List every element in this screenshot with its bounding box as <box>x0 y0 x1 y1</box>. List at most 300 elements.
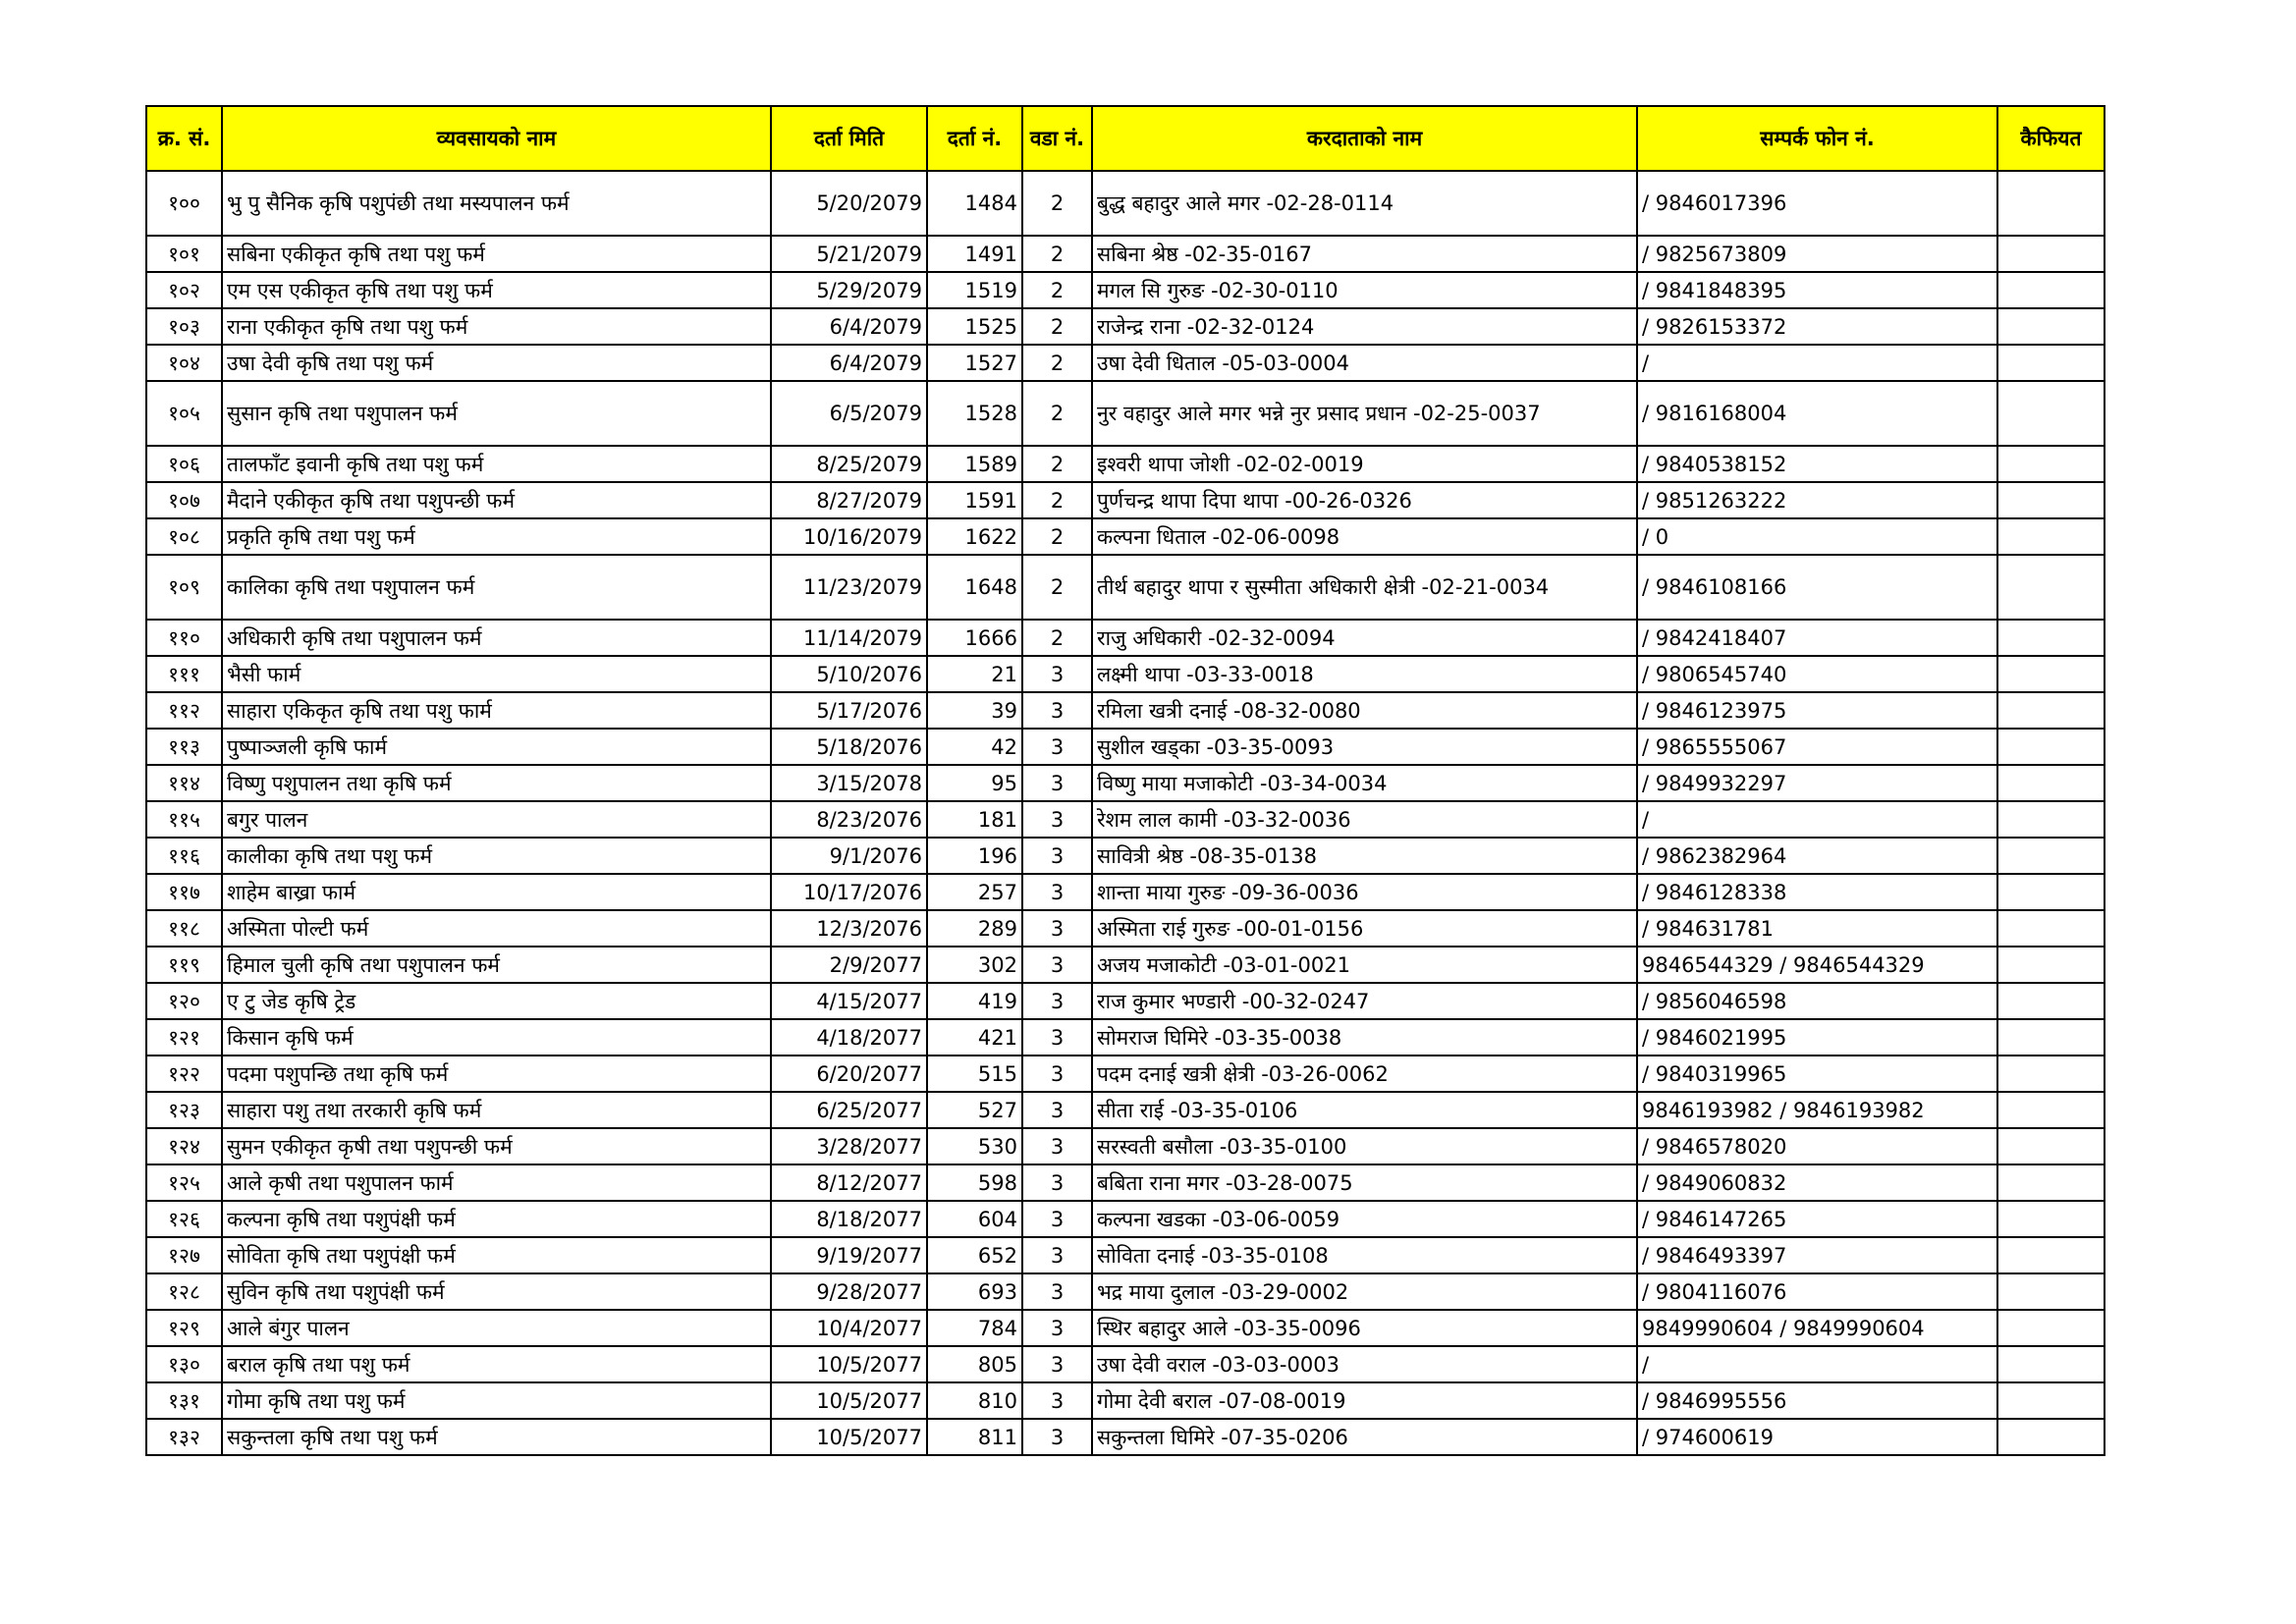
cell-business-name: सुविन कृषि तथा पशुपंक्षी फर्म <box>222 1273 771 1310</box>
cell-business-name: ए टु जेड कृषि ट्रेड <box>222 983 771 1019</box>
cell-registration-number: 604 <box>927 1201 1022 1237</box>
cell-registration-number: 1525 <box>927 308 1022 345</box>
cell-business-name: उषा देवी कृषि तथा पशु फर्म <box>222 345 771 381</box>
cell-ward-number: 2 <box>1022 482 1092 518</box>
table-row <box>146 838 2105 874</box>
header-business-name: व्यवसायको नाम <box>222 106 771 171</box>
cell-remarks <box>1997 381 2105 446</box>
cell-remarks <box>1997 910 2105 947</box>
cell-ward-number: 3 <box>1022 729 1092 765</box>
table-row <box>146 983 2105 1019</box>
cell-business-name: गोमा कृषि तथा पशु फर्म <box>222 1382 771 1419</box>
cell-remarks <box>1997 345 2105 381</box>
cell-taxpayer-name: गोमा देवी बराल -07-08-0019 <box>1092 1382 1637 1419</box>
cell-registration-date: 6/20/2077 <box>771 1056 927 1092</box>
cell-remarks <box>1997 729 2105 765</box>
cell-registration-date: 4/18/2077 <box>771 1019 927 1056</box>
cell-ward-number: 2 <box>1022 308 1092 345</box>
cell-serial-number: १०८ <box>146 518 222 555</box>
cell-remarks <box>1997 446 2105 482</box>
cell-contact-phone: / 974600619 <box>1637 1419 1997 1455</box>
cell-taxpayer-name: शान्ता माया गुरुङ -09-36-0036 <box>1092 874 1637 910</box>
cell-business-name: कालिका कृषि तथा पशुपालन फर्म <box>222 555 771 620</box>
cell-remarks <box>1997 1273 2105 1310</box>
cell-taxpayer-name: स्थिर बहादुर आले -03-35-0096 <box>1092 1310 1637 1346</box>
cell-serial-number: १२० <box>146 983 222 1019</box>
cell-taxpayer-name: सकुन्तला घिमिरे -07-35-0206 <box>1092 1419 1637 1455</box>
cell-registration-number: 289 <box>927 910 1022 947</box>
cell-contact-phone: / 9846578020 <box>1637 1128 1997 1164</box>
cell-registration-number: 1527 <box>927 345 1022 381</box>
table-row <box>146 729 2105 765</box>
cell-registration-date: 8/27/2079 <box>771 482 927 518</box>
table-row <box>146 1056 2105 1092</box>
header-serial-number: क्र. सं. <box>146 106 222 171</box>
cell-remarks <box>1997 236 2105 272</box>
cell-business-name: भु पु सैनिक कृषि पशुपंछी तथा मस्यपालन फर्म <box>222 171 771 236</box>
cell-taxpayer-name: रेशम लाल कामी -03-32-0036 <box>1092 801 1637 838</box>
cell-serial-number: १०३ <box>146 308 222 345</box>
cell-contact-phone: / <box>1637 1346 1997 1382</box>
table-row <box>146 171 2105 236</box>
table-row <box>146 1164 2105 1201</box>
cell-registration-date: 5/17/2076 <box>771 692 927 729</box>
cell-business-name: हिमाल चुली कृषि तथा पशुपालन फर्म <box>222 947 771 983</box>
cell-business-name: सुसान कृषि तथा पशुपालन फर्म <box>222 381 771 446</box>
cell-ward-number: 3 <box>1022 947 1092 983</box>
cell-contact-phone: / 9825673809 <box>1637 236 1997 272</box>
cell-registration-number: 527 <box>927 1092 1022 1128</box>
cell-contact-phone: / 0 <box>1637 518 1997 555</box>
header-ward-number: वडा नं. <box>1022 106 1092 171</box>
cell-contact-phone: / 9862382964 <box>1637 838 1997 874</box>
cell-remarks <box>1997 171 2105 236</box>
cell-registration-date: 9/28/2077 <box>771 1273 927 1310</box>
cell-ward-number: 2 <box>1022 446 1092 482</box>
cell-serial-number: १२८ <box>146 1273 222 1310</box>
cell-registration-number: 1591 <box>927 482 1022 518</box>
cell-ward-number: 2 <box>1022 381 1092 446</box>
cell-registration-date: 5/20/2079 <box>771 171 927 236</box>
cell-ward-number: 3 <box>1022 1346 1092 1382</box>
table-row <box>146 1310 2105 1346</box>
table-row <box>146 801 2105 838</box>
table-row <box>146 381 2105 446</box>
cell-taxpayer-name: मगल सि गुरुङ -02-30-0110 <box>1092 272 1637 308</box>
cell-business-name: सुमन एकीकृत कृषी तथा पशुपन्छी फर्म <box>222 1128 771 1164</box>
cell-remarks <box>1997 1128 2105 1164</box>
cell-ward-number: 2 <box>1022 345 1092 381</box>
cell-registration-number: 1589 <box>927 446 1022 482</box>
cell-remarks <box>1997 947 2105 983</box>
cell-serial-number: १३० <box>146 1346 222 1382</box>
cell-remarks <box>1997 838 2105 874</box>
table-row <box>146 1092 2105 1128</box>
table-row <box>146 1346 2105 1382</box>
cell-contact-phone: / 9851263222 <box>1637 482 1997 518</box>
table-row <box>146 1273 2105 1310</box>
cell-registration-number: 811 <box>927 1419 1022 1455</box>
cell-registration-date: 3/15/2078 <box>771 765 927 801</box>
cell-ward-number: 2 <box>1022 518 1092 555</box>
cell-remarks <box>1997 1092 2105 1128</box>
cell-registration-number: 39 <box>927 692 1022 729</box>
header-contact-phone: सम्पर्क फोन नं. <box>1637 106 1997 171</box>
cell-registration-date: 11/23/2079 <box>771 555 927 620</box>
cell-registration-date: 10/4/2077 <box>771 1310 927 1346</box>
cell-business-name: शाहेम बाख्रा फार्म <box>222 874 771 910</box>
cell-registration-number: 530 <box>927 1128 1022 1164</box>
cell-contact-phone: / 9846147265 <box>1637 1201 1997 1237</box>
cell-remarks <box>1997 555 2105 620</box>
table-row <box>146 555 2105 620</box>
cell-business-name: विष्णु पशुपालन तथा कृषि फर्म <box>222 765 771 801</box>
cell-taxpayer-name: पुर्णचन्द्र थापा दिपा थापा -00-26-0326 <box>1092 482 1637 518</box>
cell-registration-date: 5/29/2079 <box>771 272 927 308</box>
table-row <box>146 910 2105 947</box>
cell-contact-phone: / 9846128338 <box>1637 874 1997 910</box>
cell-ward-number: 2 <box>1022 272 1092 308</box>
cell-registration-date: 8/23/2076 <box>771 801 927 838</box>
table-row <box>146 1382 2105 1419</box>
cell-business-name: अस्मिता पोल्टी फर्म <box>222 910 771 947</box>
cell-serial-number: ११४ <box>146 765 222 801</box>
cell-business-name: पदमा पशुपन्छि तथा कृषि फर्म <box>222 1056 771 1092</box>
table-row <box>146 236 2105 272</box>
cell-remarks <box>1997 308 2105 345</box>
cell-registration-date: 3/28/2077 <box>771 1128 927 1164</box>
cell-ward-number: 2 <box>1022 236 1092 272</box>
cell-remarks <box>1997 656 2105 692</box>
cell-remarks <box>1997 692 2105 729</box>
table-row <box>146 518 2105 555</box>
cell-registration-number: 95 <box>927 765 1022 801</box>
cell-registration-date: 9/19/2077 <box>771 1237 927 1273</box>
cell-remarks <box>1997 1346 2105 1382</box>
cell-remarks <box>1997 1019 2105 1056</box>
cell-taxpayer-name: कल्पना धिताल -02-06-0098 <box>1092 518 1637 555</box>
cell-contact-phone: / 9840319965 <box>1637 1056 1997 1092</box>
table-row <box>146 308 2105 345</box>
cell-registration-date: 6/25/2077 <box>771 1092 927 1128</box>
cell-ward-number: 3 <box>1022 1273 1092 1310</box>
cell-ward-number: 3 <box>1022 1164 1092 1201</box>
cell-taxpayer-name: इश्वरी थापा जोशी -02-02-0019 <box>1092 446 1637 482</box>
cell-taxpayer-name: भद्र माया दुलाल -03-29-0002 <box>1092 1273 1637 1310</box>
cell-ward-number: 3 <box>1022 1019 1092 1056</box>
cell-remarks <box>1997 1237 2105 1273</box>
cell-contact-phone: / 984631781 <box>1637 910 1997 947</box>
cell-registration-date: 5/10/2076 <box>771 656 927 692</box>
cell-registration-date: 5/18/2076 <box>771 729 927 765</box>
cell-taxpayer-name: अजय मजाकोटी -03-01-0021 <box>1092 947 1637 983</box>
cell-remarks <box>1997 874 2105 910</box>
cell-registration-date: 4/15/2077 <box>771 983 927 1019</box>
cell-ward-number: 2 <box>1022 171 1092 236</box>
cell-taxpayer-name: बबिता राना मगर -03-28-0075 <box>1092 1164 1637 1201</box>
cell-registration-number: 784 <box>927 1310 1022 1346</box>
table-row <box>146 874 2105 910</box>
cell-registration-number: 598 <box>927 1164 1022 1201</box>
cell-serial-number: १०५ <box>146 381 222 446</box>
cell-business-name: आले बंगुर पालन <box>222 1310 771 1346</box>
cell-business-name: आले कृषी तथा पशुपालन फार्म <box>222 1164 771 1201</box>
cell-contact-phone: / 9804116076 <box>1637 1273 1997 1310</box>
cell-taxpayer-name: सबिना श्रेष्ठ -02-35-0167 <box>1092 236 1637 272</box>
cell-remarks <box>1997 1056 2105 1092</box>
cell-business-name: एम एस एकीकृत कृषि तथा पशु फर्म <box>222 272 771 308</box>
cell-remarks <box>1997 983 2105 1019</box>
cell-registration-number: 421 <box>927 1019 1022 1056</box>
table-row <box>146 345 2105 381</box>
cell-serial-number: ११९ <box>146 947 222 983</box>
cell-serial-number: ११० <box>146 620 222 656</box>
cell-contact-phone: 9849990604 / 9849990604 <box>1637 1310 1997 1346</box>
registration-table <box>145 105 2105 1456</box>
cell-taxpayer-name: सावित्री श्रेष्ठ -08-35-0138 <box>1092 838 1637 874</box>
cell-contact-phone: / 9826153372 <box>1637 308 1997 345</box>
cell-ward-number: 3 <box>1022 1056 1092 1092</box>
cell-serial-number: १०७ <box>146 482 222 518</box>
cell-registration-number: 1666 <box>927 620 1022 656</box>
cell-registration-number: 693 <box>927 1273 1022 1310</box>
cell-business-name: किसान कृषि फर्म <box>222 1019 771 1056</box>
cell-taxpayer-name: सुशील खड्का -03-35-0093 <box>1092 729 1637 765</box>
cell-taxpayer-name: बुद्ध बहादुर आले मगर -02-28-0114 <box>1092 171 1637 236</box>
cell-ward-number: 3 <box>1022 874 1092 910</box>
cell-serial-number: १०१ <box>146 236 222 272</box>
cell-contact-phone: / <box>1637 801 1997 838</box>
cell-remarks <box>1997 620 2105 656</box>
cell-ward-number: 3 <box>1022 801 1092 838</box>
cell-registration-date: 5/21/2079 <box>771 236 927 272</box>
cell-serial-number: १०६ <box>146 446 222 482</box>
cell-serial-number: ११५ <box>146 801 222 838</box>
cell-contact-phone: / 9840538152 <box>1637 446 1997 482</box>
cell-contact-phone: / 9856046598 <box>1637 983 1997 1019</box>
cell-registration-date: 6/5/2079 <box>771 381 927 446</box>
cell-remarks <box>1997 1382 2105 1419</box>
cell-ward-number: 3 <box>1022 1310 1092 1346</box>
cell-taxpayer-name: विष्णु माया मजाकोटी -03-34-0034 <box>1092 765 1637 801</box>
cell-business-name: सकुन्तला कृषि तथा पशु फर्म <box>222 1419 771 1455</box>
cell-remarks <box>1997 1201 2105 1237</box>
cell-registration-date: 10/5/2077 <box>771 1382 927 1419</box>
cell-ward-number: 3 <box>1022 656 1092 692</box>
cell-ward-number: 2 <box>1022 620 1092 656</box>
cell-serial-number: १२४ <box>146 1128 222 1164</box>
cell-contact-phone: / 9846493397 <box>1637 1237 1997 1273</box>
cell-registration-date: 6/4/2079 <box>771 308 927 345</box>
table-row <box>146 1237 2105 1273</box>
cell-business-name: प्रकृति कृषि तथा पशु फर्म <box>222 518 771 555</box>
cell-taxpayer-name: नुर वहादुर आले मगर भन्ने नुर प्रसाद प्रधान -02-25-0037 <box>1092 381 1637 446</box>
cell-business-name: कल्पना कृषि तथा पशुपंक्षी फर्म <box>222 1201 771 1237</box>
cell-registration-date: 10/17/2076 <box>771 874 927 910</box>
cell-contact-phone: / 9846108166 <box>1637 555 1997 620</box>
cell-taxpayer-name: पदम दनाई खत्री क्षेत्री -03-26-0062 <box>1092 1056 1637 1092</box>
cell-business-name: तालफाँट इवानी कृषि तथा पशु फर्म <box>222 446 771 482</box>
cell-taxpayer-name: रमिला खत्री दनाई -08-32-0080 <box>1092 692 1637 729</box>
cell-ward-number: 3 <box>1022 1382 1092 1419</box>
cell-registration-number: 21 <box>927 656 1022 692</box>
table-row <box>146 692 2105 729</box>
table-row <box>146 1128 2105 1164</box>
cell-taxpayer-name: तीर्थ बहादुर थापा र सुस्मीता अधिकारी क्षेत्री -02-21-0034 <box>1092 555 1637 620</box>
cell-registration-date: 6/4/2079 <box>771 345 927 381</box>
cell-taxpayer-name: राजेन्द्र राना -02-32-0124 <box>1092 308 1637 345</box>
cell-registration-date: 11/14/2079 <box>771 620 927 656</box>
table-row <box>146 1019 2105 1056</box>
cell-registration-number: 1528 <box>927 381 1022 446</box>
cell-serial-number: १२५ <box>146 1164 222 1201</box>
cell-ward-number: 2 <box>1022 555 1092 620</box>
cell-registration-number: 302 <box>927 947 1022 983</box>
cell-contact-phone: / 9846123975 <box>1637 692 1997 729</box>
table-row <box>146 482 2105 518</box>
table-row <box>146 272 2105 308</box>
table-row <box>146 765 2105 801</box>
header-taxpayer-name: करदाताको नाम <box>1092 106 1637 171</box>
cell-registration-number: 1622 <box>927 518 1022 555</box>
cell-contact-phone: / 9846995556 <box>1637 1382 1997 1419</box>
cell-contact-phone: / 9865555067 <box>1637 729 1997 765</box>
cell-remarks <box>1997 1310 2105 1346</box>
cell-business-name: सबिना एकीकृत कृषि तथा पशु फर्म <box>222 236 771 272</box>
cell-business-name: साहारा एकिकृत कृषि तथा पशु फार्म <box>222 692 771 729</box>
cell-contact-phone: / 9841848395 <box>1637 272 1997 308</box>
cell-serial-number: ११२ <box>146 692 222 729</box>
cell-taxpayer-name: कल्पना खडका -03-06-0059 <box>1092 1201 1637 1237</box>
header-registration-number: दर्ता नं. <box>927 106 1022 171</box>
table-row <box>146 446 2105 482</box>
cell-ward-number: 3 <box>1022 983 1092 1019</box>
cell-contact-phone: 9846544329 / 9846544329 <box>1637 947 1997 983</box>
cell-taxpayer-name: सोविता दनाई -03-35-0108 <box>1092 1237 1637 1273</box>
table-row <box>146 1201 2105 1237</box>
cell-registration-date: 10/16/2079 <box>771 518 927 555</box>
cell-remarks <box>1997 482 2105 518</box>
cell-serial-number: १२३ <box>146 1092 222 1128</box>
table-row <box>146 1419 2105 1455</box>
cell-taxpayer-name: उषा देवी धिताल -05-03-0004 <box>1092 345 1637 381</box>
cell-registration-date: 8/25/2079 <box>771 446 927 482</box>
cell-registration-date: 2/9/2077 <box>771 947 927 983</box>
table-header-row <box>146 106 2105 171</box>
cell-taxpayer-name: उषा देवी वराल -03-03-0003 <box>1092 1346 1637 1382</box>
cell-remarks <box>1997 518 2105 555</box>
cell-business-name: पुष्पाञ्जली कृषि फार्म <box>222 729 771 765</box>
cell-registration-number: 515 <box>927 1056 1022 1092</box>
cell-ward-number: 3 <box>1022 692 1092 729</box>
cell-contact-phone: / 9849060832 <box>1637 1164 1997 1201</box>
cell-taxpayer-name: अस्मिता राई गुरुङ -00-01-0156 <box>1092 910 1637 947</box>
cell-remarks <box>1997 765 2105 801</box>
header-remarks: कैफियत <box>1997 106 2105 171</box>
cell-remarks <box>1997 1164 2105 1201</box>
cell-taxpayer-name: राज कुमार भण्डारी -00-32-0247 <box>1092 983 1637 1019</box>
cell-serial-number: १२९ <box>146 1310 222 1346</box>
cell-business-name: मैदाने एकीकृत कृषि तथा पशुपन्छी फर्म <box>222 482 771 518</box>
table-row <box>146 947 2105 983</box>
cell-taxpayer-name: राजु अधिकारी -02-32-0094 <box>1092 620 1637 656</box>
cell-registration-date: 8/12/2077 <box>771 1164 927 1201</box>
cell-business-name: सोविता कृषि तथा पशुपंक्षी फर्म <box>222 1237 771 1273</box>
table-row <box>146 656 2105 692</box>
cell-serial-number: १२१ <box>146 1019 222 1056</box>
cell-ward-number: 3 <box>1022 1128 1092 1164</box>
cell-registration-number: 652 <box>927 1237 1022 1273</box>
cell-business-name: कालीका कृषि तथा पशु फर्म <box>222 838 771 874</box>
cell-taxpayer-name: लक्ष्मी थापा -03-33-0018 <box>1092 656 1637 692</box>
cell-serial-number: १३१ <box>146 1382 222 1419</box>
cell-ward-number: 3 <box>1022 1419 1092 1455</box>
cell-contact-phone: / 9806545740 <box>1637 656 1997 692</box>
cell-taxpayer-name: सोमराज घिमिरे -03-35-0038 <box>1092 1019 1637 1056</box>
cell-registration-number: 805 <box>927 1346 1022 1382</box>
cell-registration-number: 181 <box>927 801 1022 838</box>
cell-ward-number: 3 <box>1022 1237 1092 1273</box>
cell-serial-number: ११३ <box>146 729 222 765</box>
cell-serial-number: १३२ <box>146 1419 222 1455</box>
cell-serial-number: १०२ <box>146 272 222 308</box>
cell-serial-number: १११ <box>146 656 222 692</box>
cell-ward-number: 3 <box>1022 1092 1092 1128</box>
cell-ward-number: 3 <box>1022 910 1092 947</box>
cell-registration-number: 810 <box>927 1382 1022 1419</box>
cell-remarks <box>1997 1419 2105 1455</box>
cell-remarks <box>1997 272 2105 308</box>
cell-contact-phone: / 9842418407 <box>1637 620 1997 656</box>
cell-ward-number: 3 <box>1022 838 1092 874</box>
table-body <box>146 171 2105 1455</box>
cell-registration-date: 12/3/2076 <box>771 910 927 947</box>
cell-contact-phone: / 9846021995 <box>1637 1019 1997 1056</box>
cell-registration-number: 1648 <box>927 555 1022 620</box>
header-registration-date: दर्ता मिति <box>771 106 927 171</box>
cell-contact-phone: 9846193982 / 9846193982 <box>1637 1092 1997 1128</box>
cell-registration-number: 419 <box>927 983 1022 1019</box>
cell-ward-number: 3 <box>1022 1201 1092 1237</box>
cell-registration-date: 8/18/2077 <box>771 1201 927 1237</box>
cell-registration-number: 1491 <box>927 236 1022 272</box>
cell-remarks <box>1997 801 2105 838</box>
cell-business-name: अधिकारी कृषि तथा पशुपालन फर्म <box>222 620 771 656</box>
cell-contact-phone: / <box>1637 345 1997 381</box>
cell-serial-number: १२६ <box>146 1201 222 1237</box>
cell-serial-number: १०९ <box>146 555 222 620</box>
cell-registration-date: 9/1/2076 <box>771 838 927 874</box>
cell-business-name: राना एकीकृत कृषि तथा पशु फर्म <box>222 308 771 345</box>
cell-serial-number: ११८ <box>146 910 222 947</box>
cell-business-name: भैसी फार्म <box>222 656 771 692</box>
cell-serial-number: १२७ <box>146 1237 222 1273</box>
cell-serial-number: १०० <box>146 171 222 236</box>
cell-registration-number: 1519 <box>927 272 1022 308</box>
table-row <box>146 620 2105 656</box>
cell-serial-number: ११७ <box>146 874 222 910</box>
cell-contact-phone: / 9816168004 <box>1637 381 1997 446</box>
cell-registration-date: 10/5/2077 <box>771 1346 927 1382</box>
cell-registration-date: 10/5/2077 <box>771 1419 927 1455</box>
cell-registration-number: 196 <box>927 838 1022 874</box>
cell-taxpayer-name: सीता राई -03-35-0106 <box>1092 1092 1637 1128</box>
cell-taxpayer-name: सरस्वती बसौला -03-35-0100 <box>1092 1128 1637 1164</box>
cell-contact-phone: / 9846017396 <box>1637 171 1997 236</box>
cell-business-name: बगुर पालन <box>222 801 771 838</box>
cell-serial-number: १२२ <box>146 1056 222 1092</box>
cell-serial-number: १०४ <box>146 345 222 381</box>
